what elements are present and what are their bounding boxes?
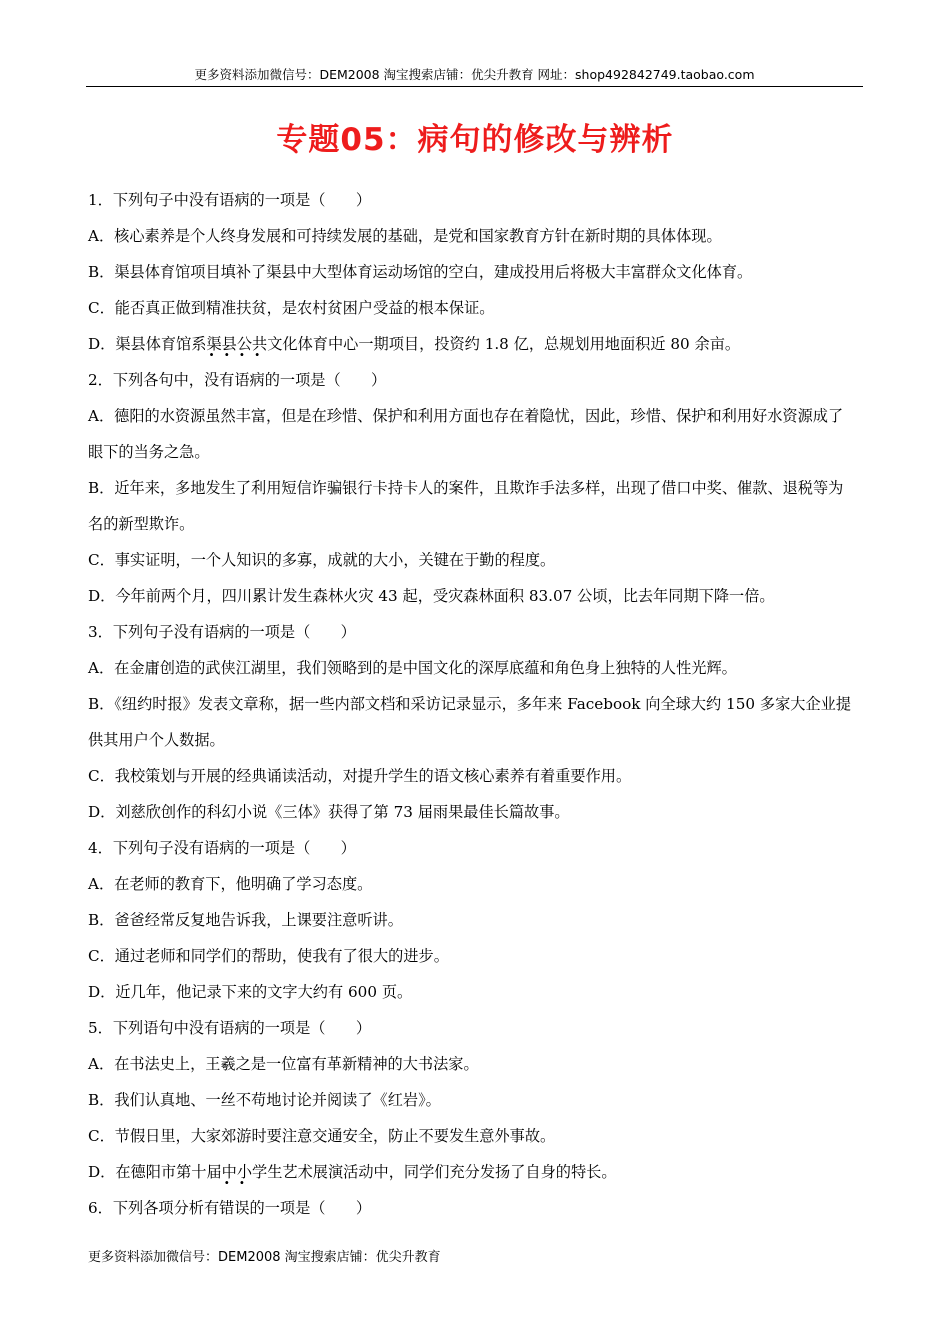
emphasis-char: 有	[219, 371, 235, 389]
question-5-stem: 5．下列语句中没有语病的一项是（ ）	[88, 1019, 372, 1037]
page-header: 更多资料添加微信号：DEM2008 淘宝搜索店铺：优尖升教育 网址：shop492842749.taobao.com	[194, 67, 755, 82]
question-1-option-d: D．渠县体育馆系渠县公共文化体育中心一期项目，投资约 1.8 亿，总规划用地面积近 80 余亩。	[88, 335, 741, 353]
question-1-stem: 1．下列句子中没有语病的一项是（ ）	[88, 191, 372, 209]
emphasis-char: 语	[234, 371, 250, 389]
header-divider	[86, 86, 863, 87]
question-4-stem: 4．下列句子没有语病的一项是（ ）	[88, 839, 356, 857]
question-4-option-d: D．近几年，他记录下来的文字大约有 600 页。	[88, 983, 413, 1001]
page-footer: 更多资料添加微信号：DEM2008 淘宝搜索店铺：优尖升教育	[88, 1250, 441, 1265]
question-5-option-a: A．在书法史上，王羲之是一位富有革新精神的大书法家。	[88, 1055, 479, 1073]
emphasis-char: 没	[203, 371, 220, 389]
emphasis-char: 病	[249, 371, 265, 389]
question-6-stem-prefix: 6．下列各项分析有	[88, 1199, 220, 1217]
question-2-option-b: B．近年来，多地发生了利用短信诈骗银行卡持卡人的案件，且欺诈手法多样，出现了借口中奖、催款、退税等为名的新型欺诈。	[88, 479, 844, 533]
question-2-stem-emphasis	[204, 371, 265, 389]
question-4-option-a: A．在老师的教育下，他明确了学习态度。	[88, 875, 373, 893]
question-2-option-a: A．德阳的水资源虽然丰富，但是在珍惜、保护和利用方面也存在着隐忧，因此，珍惜、保护和利用好水资源成了眼下的当务之急。	[88, 407, 844, 461]
question-list	[88, 182, 858, 1226]
question-4-option-c: C．通过老师和同学们的帮助，使我有了很大的进步。	[88, 947, 449, 965]
question-3-option-a: A．在金庸创造的武侠江湖里，我们领略到的是中国文化的深厚底蕴和角色身上独特的人性光辉。	[88, 659, 737, 677]
emphasis-char: 错	[219, 1199, 235, 1217]
question-4-option-b: B．爸爸经常反复地告诉我，上课要注意听讲。	[88, 911, 403, 929]
question-2-stem-suffix: 的一项是（ ）	[264, 371, 387, 389]
question-6-stem-emphasis	[219, 1199, 249, 1217]
question-6-stem-suffix: 的一项是（ ）	[249, 1199, 372, 1217]
question-6-stem	[88, 1190, 858, 1226]
question-3-stem: 3．下列句子没有语病的一项是（ ）	[88, 623, 356, 641]
question-2-option-c: C．事实证明，一个人知识的多寡，成就的大小，关键在于勤的程度。	[88, 551, 556, 569]
question-3-option-c: C．我校策划与开展的经典诵读活动，对提升学生的语文核心素养有着重要作用。	[88, 767, 632, 785]
question-5-option-c: C．节假日里，大家郊游时要注意交通安全，防止不要发生意外事故。	[88, 1127, 556, 1145]
question-1-option-b: B．渠县体育馆项目填补了渠县中大型体育运动场馆的空白，建成投用后将极大丰富群众文化体育。	[88, 263, 753, 281]
question-3-option-d: D．刘慈欣创作的科幻小说《三体》获得了第 73 届雨果最佳长篇故事。	[88, 803, 570, 821]
question-2-stem-prefix: 2．下列各句中，	[88, 371, 204, 389]
document-title: 专题05：病句的修改与辨析	[276, 122, 674, 158]
question-5-option-b: B．我们认真地、一丝不苟地讨论并阅读了《红岩》。	[88, 1091, 441, 1109]
question-2-stem	[88, 362, 858, 398]
question-1-option-c: C．能否真正做到精准扶贫，是农村贫困户受益的根本保证。	[88, 299, 495, 317]
question-3-option-b: B．《纽约时报》发表文章称，据一些内部文档和采访记录显示，多年来 Facebook 向全球大约 150 多家大企业提供其用户个人数据。	[88, 695, 852, 749]
emphasis-char: 误	[234, 1199, 250, 1217]
question-2-option-d: D．今年前两个月，四川累计发生森林火灾 43 起，受灾森林面积 83.07 公顷，比去年同期下降一倍。	[88, 587, 775, 605]
question-1-option-a: A．核心素养是个人终身发展和可持续发展的基础，是党和国家教育方针在新时期的具体体现。	[88, 227, 722, 245]
question-5-option-d: D．在德阳市第十届中小学生艺术展演活动中，同学们充分发扬了自身的特长。	[88, 1163, 617, 1181]
